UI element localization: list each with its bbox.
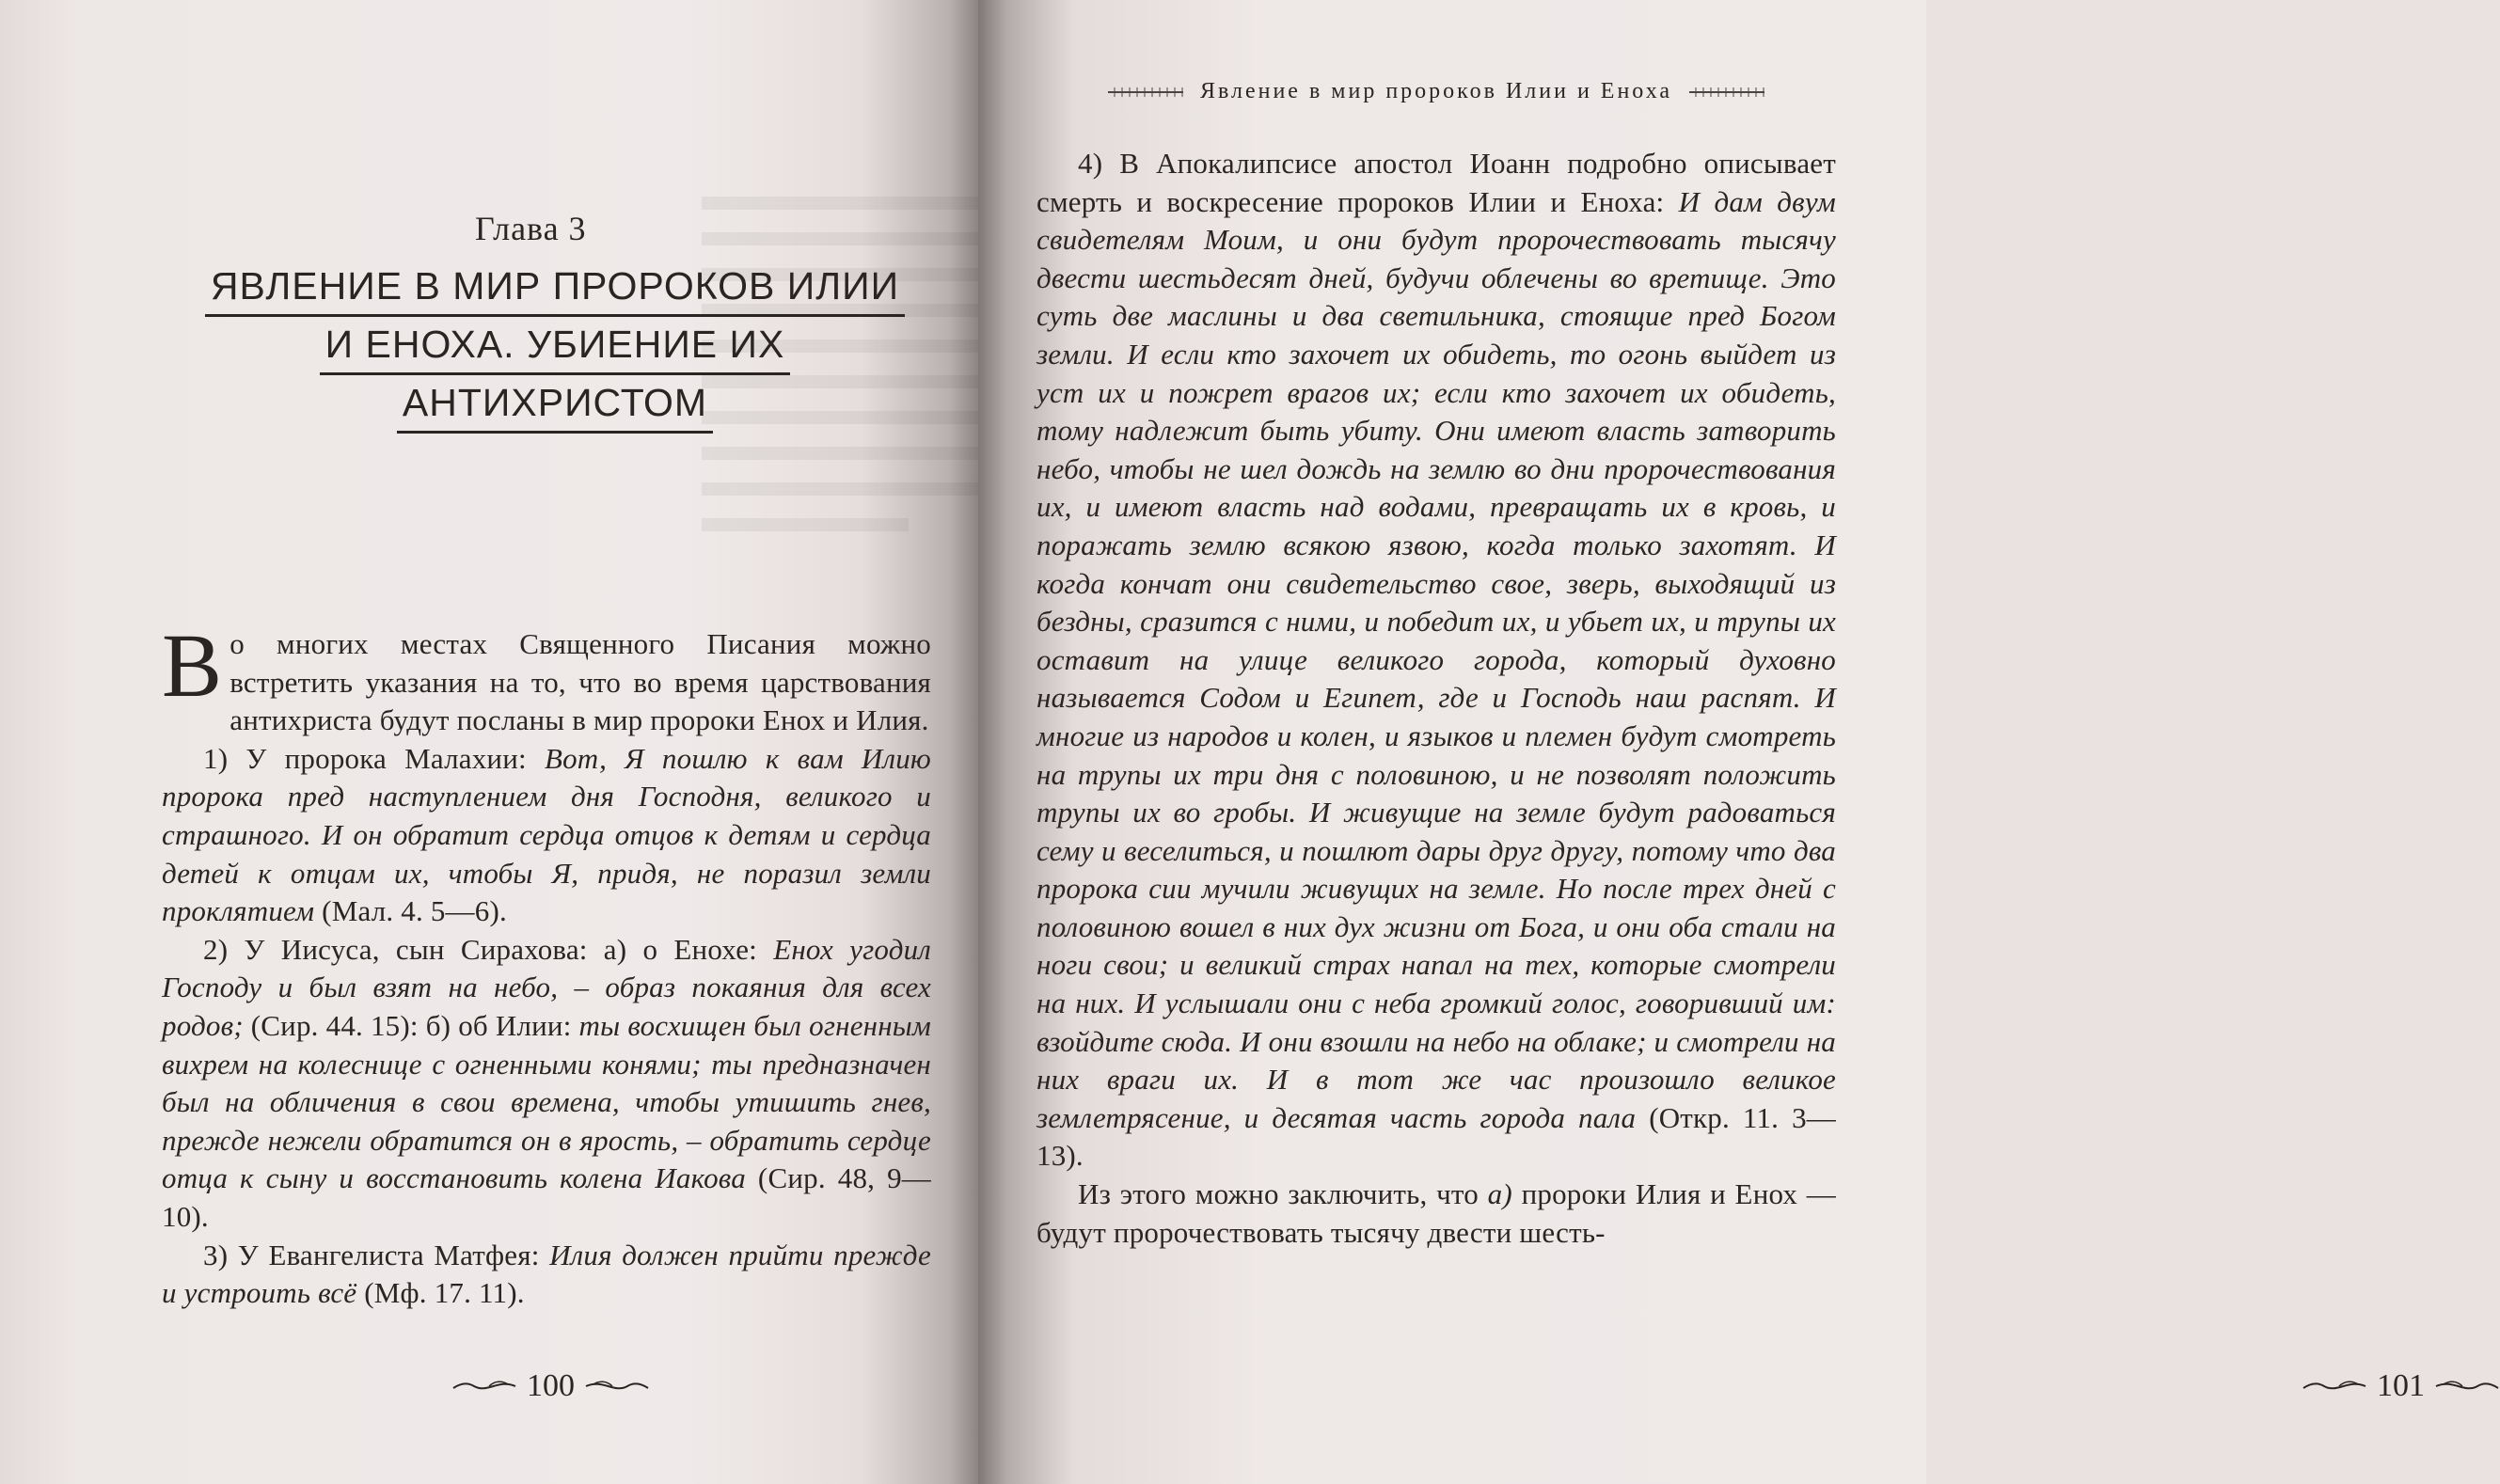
paragraph-4 [1036,145,1836,1176]
p4-ref: (Откр. 11. 3—13). [1036,1100,1837,1173]
p3-quote: Илия должен прийти прежде и устроить всё [162,1238,931,1310]
chapter-label: Глава 3 [475,210,587,247]
left-body-text [162,615,931,1313]
chapter-title-line-3: АНТИХРИСТОМ [397,375,713,434]
paragraph-2 [162,931,931,1237]
paragraph-5 [1036,1176,1836,1252]
p4-quote: И дам двум свидетелям Моим, и они будут пророчествовать тысячу двести шестьдесят дней, будучи облечены во вретище. Это суть две маслины и два светильника, стоящие пред Богом земли. И если кто захочет их обидеть, то огонь выйдет из уст их и пожрет врагов их; если кто захочет их обидеть, тому надлежит быть убиту. Они имеют власть затворить небо, чтобы не шел дождь на землю во дни пророчествования их, и имеют власть над водами, превращать их в кровь, и поражать землю всякою язвою, когда только захотят. И когда кончат они свидетельство свое, зверь, выходящий из бездны, сразится с ними, и победит их, и убьет их, и трупы их оставит на улице великого города, который духовно называется Содом и Египет, где и Господь наш распят. И многие из народов и колен, и языков и племен будут смотреть на трупы их три дня с половиною, и не позволят положить трупы их во гробы. И живущие на земле будут радоваться сему и веселиться, и пошлют дары друг другу, потому что два пророка сии мучили живущих на земле. Но после трех дней с половиною вошел в них дух жизни от Бога, и они оба стали на ноги свои; и великий страх напал на тех, которые смотрели на них. И услышали они с неба громкий голос, говоривший им: взойдите сюда. И они взошли на небо на облаке; и смотрели на них враги их. И в тот же час произошло великое землетрясение, и десятая часть города пала [1036,184,1836,1134]
p5-text-b: пророки Илия и Енох — будут пророчествовать тысячу двести шесть- [1036,1177,1836,1249]
p1-ref: (Мал. 4. 5—6). [314,894,507,928]
page-number-101: 101 [2377,1368,2425,1403]
p1-quote: Вот, Я пошлю к вам Илию пророка пред наступлением дня Господня, великого и страшного. И он обратит сердца отцов к детям и сердца детей к отцам их, чтобы Я, придя, не поразил земли проклятием [162,741,931,928]
p2-quote-a: Енох угодил Господу и был взят на небо, – образ покаяния для всех родов; [162,932,931,1042]
paragraph-1 [162,740,931,931]
paragraph-3 [162,1237,931,1313]
left-swirl-ornament-icon [2302,1375,2367,1397]
chapter-title [188,259,922,434]
running-header-title: Явление в мир пророков Илии и Еноха [1199,79,1673,103]
p5-text-a: Из этого можно заключить, что [1078,1177,1488,1211]
page-number-100: 100 [527,1368,575,1403]
header-ornament-right-icon [1689,87,1764,97]
intro-text: о многих местах Священного Писания можно встретить указания на то, что во время царствования антихриста будут посланы в мир пророки Енох и Илия. [229,627,931,737]
p2-ref-a: (Сир. 44. 15): б) об Илии: [243,1008,579,1042]
running-header [1036,79,1836,104]
p4-plain: 4) В Апокалипсисе апостол Иоанн подробно описывает смерть и воскресение пророков Илии и Еноха: [1036,147,1836,218]
header-ornament-left-icon [1108,87,1183,97]
right-swirl-ornament-icon [2434,1375,2500,1397]
p1-plain: 1) У пророка Малахии: [203,741,545,775]
chapter-title-line-1: ЯВЛЕНИЕ В МИР ПРОРОКОВ ИЛИИ [205,259,905,317]
p2-plain: 2) У Иисуса, сын Сирахова: а) о Енохе: [203,932,774,966]
drop-cap: В [162,615,223,716]
intro-paragraph [162,615,931,740]
p2-ref-b: (Сир. 48, 9—10). [162,1161,931,1233]
right-page-number [2302,1368,2500,1404]
p5-italic: а) [1487,1177,1512,1211]
chapter-title-line-2: И ЕНОХА. УБИЕНИЕ ИХ [320,317,791,375]
left-swirl-ornament-icon [451,1375,517,1397]
left-page-number [451,1368,650,1404]
p2-quote-b: ты восхищен был огненным вихрем на колеснице с огненными конями; ты предназначен был на обличения в свои времена, чтобы утишить гнев, прежде нежели обратится он в ярость, – обратить сердце отца к сыну и восстановить колена Иакова [162,1008,931,1195]
right-swirl-ornament-icon [584,1375,650,1397]
p3-plain: 3) У Евангелиста Матфея: [203,1238,550,1271]
right-page [978,0,2425,1484]
right-body-text [1036,145,1836,1252]
left-page [0,0,978,1484]
p3-ref: (Мф. 17. 11). [356,1276,525,1310]
